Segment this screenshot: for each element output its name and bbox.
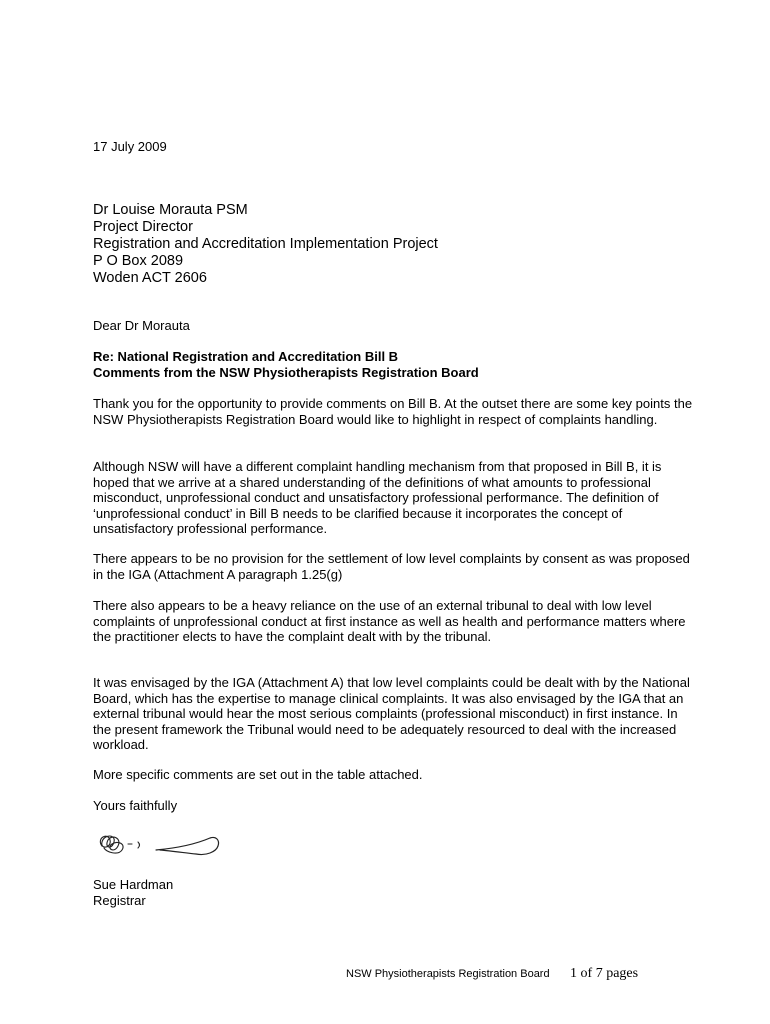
body-paragraph: Thank you for the opportunity to provide comments on Bill B. At the outset there are some key points the NSW Physiotherapists Registration Board would like to highlight in respect of complaints handling. [93,396,693,427]
page-footer [346,964,638,982]
recipient-po-box: P O Box 2089 [93,253,184,269]
subject-heading [93,349,479,381]
subject-line-2: Comments from the NSW Physiotherapists Registration Board [93,365,479,380]
recipient-city: Woden ACT 2606 [93,270,207,286]
subject-line-1: Re: National Registration and Accreditation Bill B [93,349,399,364]
body-paragraph: There also appears to be a heavy reliance on the use of an external tribunal to deal with low level complaints of unprofessional conduct at first instance as well as health and performance matters where the practitioner elects to have the complaint dealt with by the tribunal. [93,598,686,645]
salutation: Dear Dr Morauta [93,318,190,333]
body-paragraph: There appears to be no provision for the settlement of low level complaints by consent as was proposed in the IGA (Attachment A paragraph 1.25(g) [93,551,690,582]
signer-block [93,877,173,909]
recipient-name: Dr Louise Morauta PSM [93,202,248,218]
letter-date: 17 July 2009 [93,139,167,154]
recipient-title: Project Director [93,219,193,235]
recipient-project: Registration and Accreditation Implementation Project [93,236,438,252]
closing: Yours faithfully [93,798,178,813]
body-paragraph: Although NSW will have a different complaint handling mechanism from that proposed in Bill B, it is hoped that we arrive at a shared understanding of the definitions of what amounts to professional misconduct, unprofessional conduct and unsatisfactory professional performance. The definition of ‘unprofessional conduct’ in Bill B needs to be clarified because it incorporates the concept of unsatisfactory professional performance. [93,459,662,537]
signer-name: Sue Hardman [93,877,174,892]
body-paragraph: More specific comments are set out in the table attached. [93,767,423,782]
recipient-address [93,202,438,287]
signature-image [92,828,232,864]
footer-page-number: 1 of 7 pages [570,966,639,981]
body-paragraph: It was envisaged by the IGA (Attachment A) that low level complaints could be dealt with by the National Board, which has the expertise to manage clinical complaints. It was also envisaged by the IGA that an external tribunal would hear the most serious complaints (professional misconduct) in first instance. In the present framework the Tribunal would need to be adequately resourced to deal with the increased workload. [93,675,690,753]
footer-organization: NSW Physiotherapists Registration Board [346,968,550,980]
signer-role: Registrar [93,893,146,908]
